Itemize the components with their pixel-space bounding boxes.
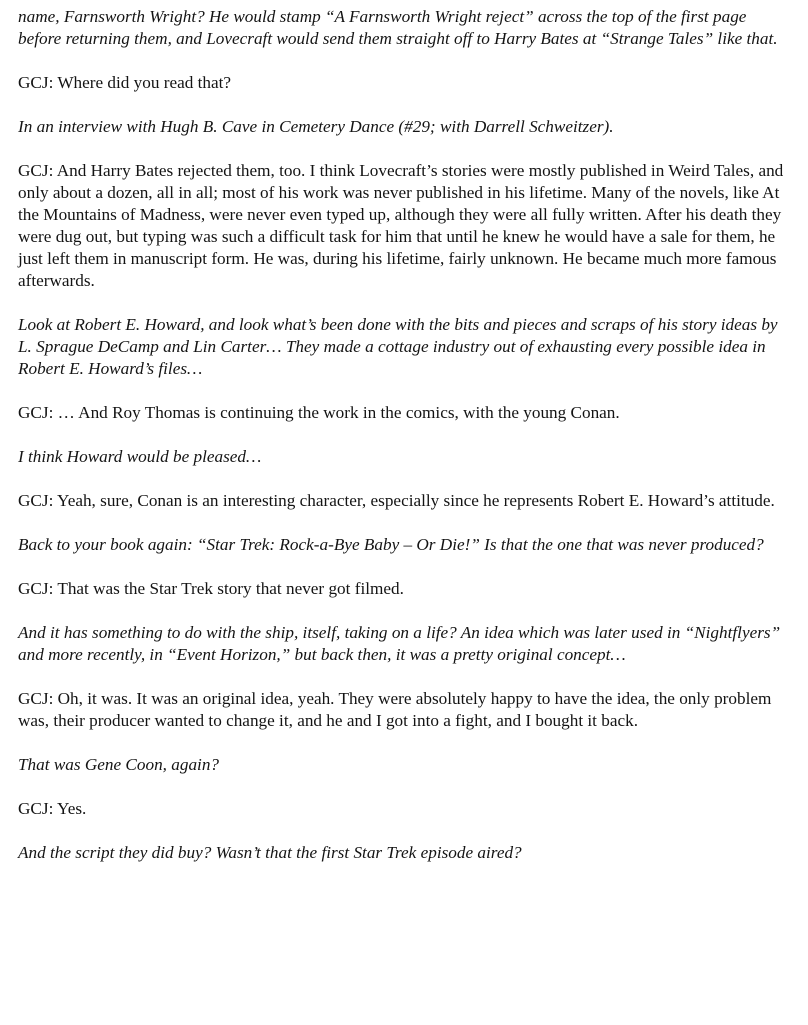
question-paragraph: Look at Robert E. Howard, and look what’s been done with the bits and pieces and scraps of his story ideas by L. Sprague DeCamp and Lin Carter… They made a cottage industry out of exhausting every possible idea in Robert E. Howard’s files… bbox=[18, 315, 778, 378]
question-paragraph: I think Howard would be pleased… bbox=[18, 447, 262, 466]
answer-paragraph: GCJ: And Harry Bates rejected them, too. I think Lovecraft’s stories were mostly published in Weird Tales, and only about a dozen, all in all; most of his work was never published in his lifetime. Many of the novels, like At the Mountains of Madness, were never even typed up, although they were all fully written. After his death they were dug out, but typing was such a difficult task for him that until he knew he would have a sale for them, he just left them in manuscript form. He was, during his lifetime, fairly unknown. He became much more famous afterwards. bbox=[18, 161, 784, 290]
answer-paragraph: GCJ: Where did you read that? bbox=[18, 73, 232, 92]
question-paragraph: And it has something to do with the ship, itself, taking on a life? An idea which was later used in “Nightflyers” and more recently, in “Event Horizon,” but back then, it was a pretty original concept… bbox=[18, 623, 781, 664]
question-paragraph: That was Gene Coon, again? bbox=[18, 755, 220, 774]
answer-paragraph: GCJ: Yeah, sure, Conan is an interesting character, especially since he represents Robert E. Howard’s attitude. bbox=[18, 491, 775, 510]
question-paragraph: And the script they did buy? Wasn’t that the first Star Trek episode aired? bbox=[18, 843, 522, 862]
question-paragraph: Back to your book again: “Star Trek: Rock-a-Bye Baby – Or Die!” Is that the one that was never produced? bbox=[18, 535, 764, 554]
answer-paragraph: GCJ: Yes. bbox=[18, 799, 87, 818]
question-paragraph: name, Farnsworth Wright? He would stamp “A Farnsworth Wright reject” across the top of the first page before returning them, and Lovecraft would send them straight off to Harry Bates at “Strange Tales” like that. bbox=[18, 7, 778, 48]
question-paragraph: In an interview with Hugh B. Cave in Cemetery Dance (#29; with Darrell Schweitzer). bbox=[18, 117, 614, 136]
answer-paragraph: GCJ: Oh, it was. It was an original idea, yeah. They were absolutely happy to have the idea, the only problem was, their producer wanted to change it, and he and I got into a fight, and I bought it back. bbox=[18, 689, 772, 730]
interview-transcript-page bbox=[18, 6, 790, 864]
answer-paragraph: GCJ: … And Roy Thomas is continuing the work in the comics, with the young Conan. bbox=[18, 403, 620, 422]
answer-paragraph: GCJ: That was the Star Trek story that never got filmed. bbox=[18, 579, 404, 598]
